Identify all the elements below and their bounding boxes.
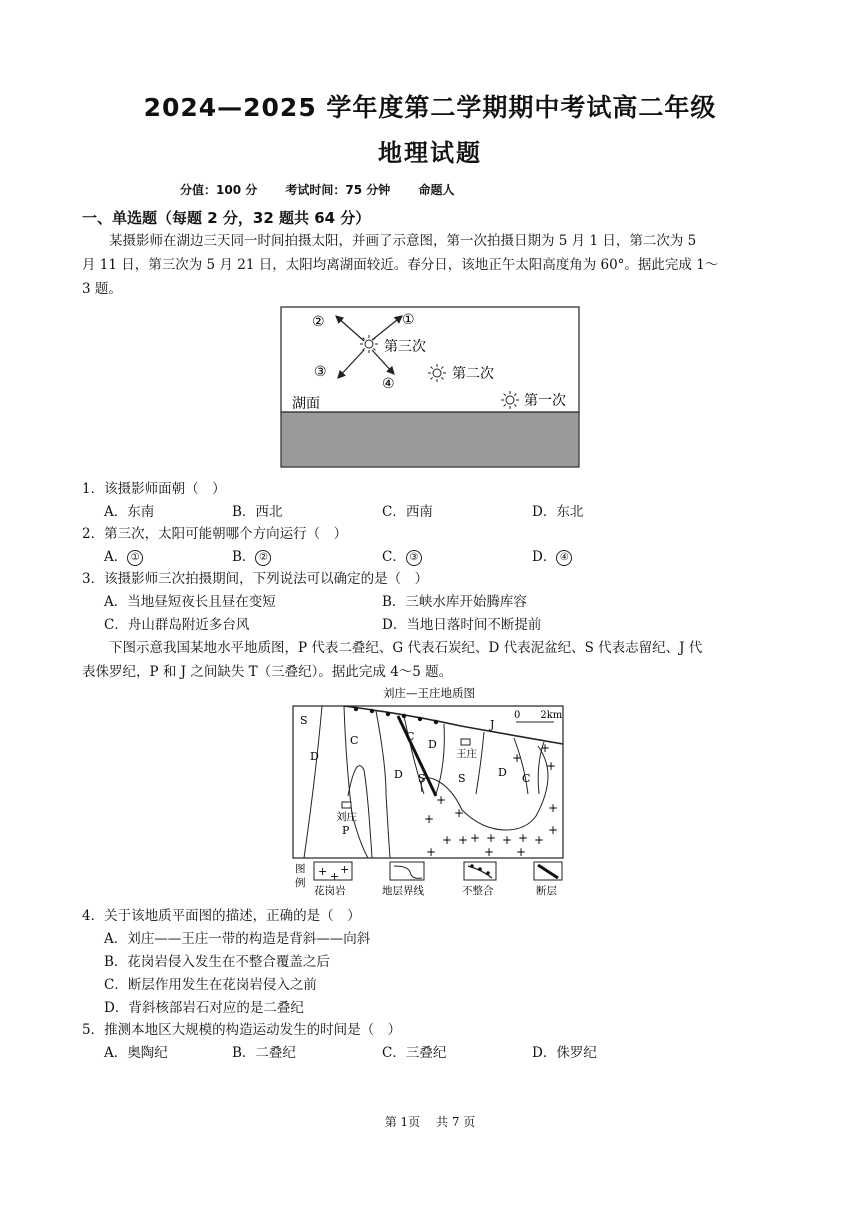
label-4: ④ [382,376,395,392]
svg-text:+: + [548,823,559,837]
legend-unconformity [464,862,496,880]
section-heading: 一、单选题（每题 2 分，32 题共 64 分） [82,209,371,227]
q1-option-a: A．东南 [104,504,155,520]
q3-option-c: C．舟山群岛附近多台风 [104,617,250,633]
svg-text:+: + [548,801,559,815]
exam-meta [180,181,479,198]
map-label-D1: D [310,750,319,763]
q5-option-b: B．二叠纪 [232,1045,296,1061]
svg-text:+: + [470,831,481,845]
svg-text:+: + [534,833,545,847]
svg-text:+: + [318,865,328,878]
legend-unconformity-label: 不整合 [462,885,494,897]
intro1-line3-row [82,277,779,301]
legend-granite-label: 花岗岩 [314,885,346,897]
q2-option-a [104,546,143,568]
question-4: 4．关于该地质平面图的描述，正确的是（ ） [82,908,361,924]
liuzhuang-marker [342,802,351,808]
legend-fault-label: 断层 [536,885,557,897]
svg-text:+: + [512,751,523,765]
question-2: 2．第三次，太阳可能朝哪个方向运行（ ） [82,526,348,542]
map-label-C3: C [522,772,531,785]
map-label-P: P [342,824,350,837]
question-5: 5．推测本地区大规模的构造运动发生的时间是（ ） [82,1022,402,1038]
svg-text:+: + [518,831,529,845]
legend-title-top: 图 [295,863,306,875]
map-title: 刘庄—王庄地质图 [383,686,475,700]
page-number: 第 1页 [384,1115,421,1129]
intro2-line1-row [82,636,779,660]
intro1-line3: 3 题。 [82,281,122,297]
exam-title: 2024—2025 学年度第二学期期中考试高二年级 [143,93,717,122]
label-3: ③ [314,364,327,380]
svg-text:+: + [426,845,437,859]
svg-text:+: + [330,870,340,883]
q2-option-c [382,546,422,568]
svg-text:+: + [486,831,497,845]
label-second: 第二次 [452,366,494,382]
score-info: 分值：100 分 [180,183,258,197]
svg-text:+: + [484,845,495,859]
q1-option-d: D．东北 [532,504,584,520]
svg-text:+: + [546,759,557,773]
svg-text:+: + [436,793,447,807]
svg-text:+: + [454,806,465,820]
legend-fault [534,862,562,880]
map-label-D2: D [428,738,437,751]
label-2: ② [312,314,325,330]
svg-text:+: + [340,863,350,876]
label-lake: 湖面 [292,396,320,412]
q2-option-a-circle: ① [127,550,143,566]
wangzhuang-marker [461,739,470,745]
map-scale: 0 2km [514,710,563,721]
q2-option-d-letter: D． [532,549,557,565]
q4-option-d: D．背斜核部岩石对应的是二叠纪 [104,1000,304,1016]
map-label-S1: S [300,714,308,727]
map-label-C2: C [406,730,415,743]
page-total: 共 7 页 [436,1115,476,1129]
svg-text:+: + [502,833,513,847]
q2-option-d-circle: ④ [556,550,572,566]
q2-option-a-letter: A． [104,549,128,565]
exam-subtitle: 地理试题 [378,139,482,167]
q1-option-c: C．西南 [382,504,433,520]
author-info: 命题人 [418,183,455,197]
map-label-liuzhuang: 刘庄 [336,811,357,823]
page-footer [0,1113,860,1130]
legend-stratum-line [390,862,424,880]
map-label-D3: D [394,768,403,781]
intro1-line2: 月 11 日，第三次为 5 月 21 日，太阳均离湖面较近。春分日，该地正午太阳高度角为 60°。据此完成 1～ [82,257,719,273]
q5-option-d: D．侏罗纪 [532,1045,597,1061]
svg-text:+: + [424,812,435,826]
intro2-line1: 下图示意我国某地水平地质图，P 代表二叠纪、G 代表石炭纪、D 代表泥盆纪、S 代表志留纪、J 代 [109,640,703,656]
map-label-J: J [490,718,495,731]
q2-option-d [532,546,572,568]
geologic-map [286,684,572,898]
label-1: ① [402,312,415,328]
map-label-S3: S [458,772,466,785]
q5-option-c: C．三叠纪 [382,1045,447,1061]
svg-text:+: + [442,833,453,847]
label-first: 第一次 [524,393,566,409]
legend-stratum-label: 地层界线 [382,885,424,897]
q3-option-d: D．当地日落时间不断提前 [382,617,542,633]
sun-diagram [280,306,580,468]
q4-option-b: B．花岗岩侵入发生在不整合覆盖之后 [104,954,330,970]
map-label-D4: D [498,766,507,779]
intro2-line2-row [82,660,779,684]
time-info: 考试时间：75 分钟 [285,183,391,197]
label-third: 第三次 [384,339,426,355]
q4-option-a: A．刘庄——王庄一带的构造是背斜——向斜 [104,931,371,947]
legend-granite [314,862,352,883]
map-label-C1: C [350,734,359,747]
q2-option-c-circle: ③ [406,550,422,566]
q2-option-b-circle: ② [255,550,271,566]
map-label-S2: S [418,772,426,785]
svg-text:+: + [458,833,469,847]
q4-option-c: C．断层作用发生在花岗岩侵入之前 [104,977,317,993]
q3-option-a: A．当地昼短夜长且昼在变短 [104,594,276,610]
legend-title-bottom: 例 [295,877,306,889]
intro1-line1: 某摄影师在湖边三天同一时间拍摄太阳，并画了示意图，第一次拍摄日期为 5 月 1 日，第二次为 5 [109,233,697,249]
intro2-line2: 表侏罗纪，P 和 J 之间缺失 T（三叠纪）。据此完成 4～5 题。 [82,664,453,680]
q3-option-b: B．三峡水库开始腾库容 [382,594,527,610]
intro1-line2-row [82,253,779,277]
question-3: 3．该摄影师三次拍摄期间，下列说法可以确定的是（ ） [82,571,429,587]
svg-text:+: + [516,845,527,859]
map-label-wangzhuang: 王庄 [456,748,477,760]
q2-option-b [232,546,271,568]
q5-option-a: A．奥陶纪 [104,1045,168,1061]
q2-option-b-letter: B． [232,549,256,565]
intro-paragraph-1 [82,229,779,253]
svg-text:+: + [540,741,551,755]
question-1: 1．该摄影师面朝（ ） [82,481,226,497]
q1-option-b: B．西北 [232,504,283,520]
q2-option-c-letter: C． [382,549,406,565]
